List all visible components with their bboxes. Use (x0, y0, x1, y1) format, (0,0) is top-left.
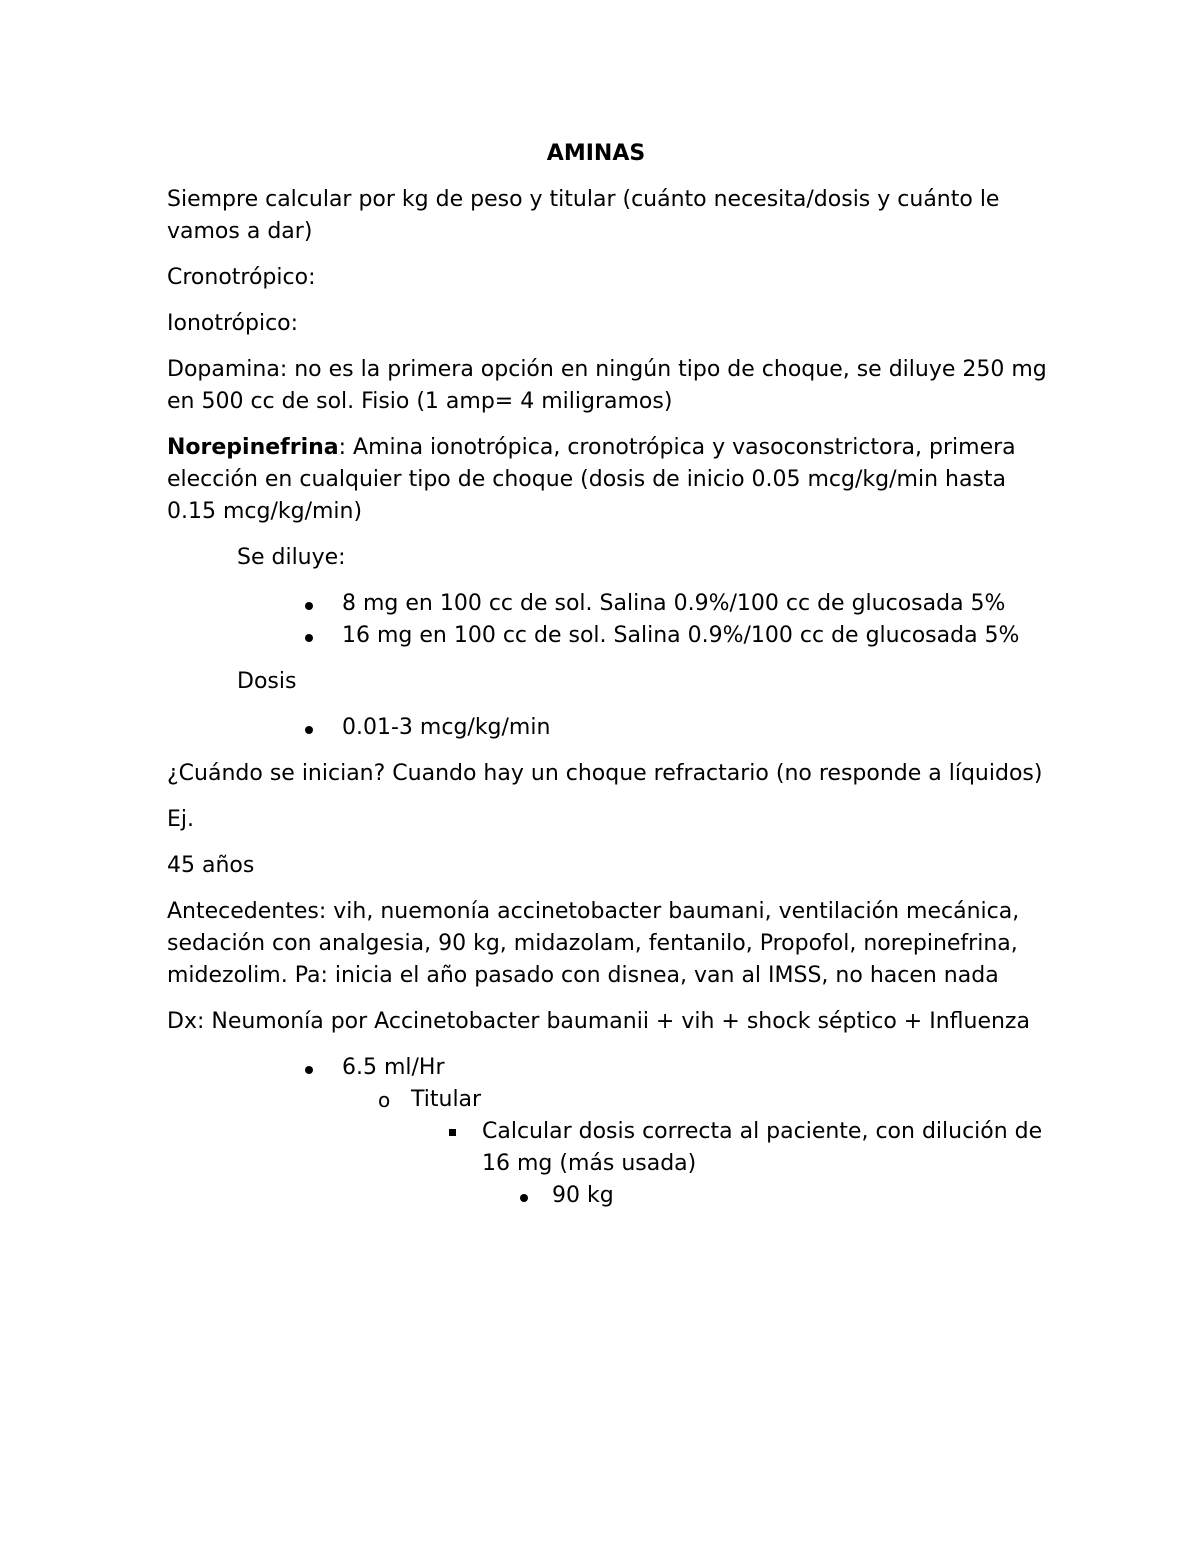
square-bullet-icon (449, 1116, 456, 1148)
list-item-text: 6.5 ml/Hr (342, 1055, 445, 1080)
dopamina-paragraph: Dopamina: no es la primera opción en ningún tipo de choque, se diluye 250 mg en 500 cc de sol. Fisio (1 amp= 4 miligramos) (167, 357, 1047, 414)
antecedentes-paragraph: Antecedentes: vih, nuemonía accinetobacter baumani, ventilación mecánica, sedación con analgesia, 90 kg, midazolam, fentanilo, Propofol, norepinefrina, midezolim. Pa: inicia el año pasado con disnea, van al IMSS, no hacen nada (167, 899, 1020, 988)
dosis-heading: Dosis (237, 669, 297, 694)
list-item-text: 90 kg (552, 1183, 614, 1208)
circle-bullet-icon: o (378, 1088, 391, 1112)
ej-paragraph: Ej. (167, 807, 195, 832)
dx-paragraph: Dx: Neumonía por Accinetobacter baumanii + vih + shock séptico + Influenza (167, 1009, 1030, 1034)
bullet-icon (305, 1052, 313, 1084)
cronotropico-paragraph: Cronotrópico: (167, 265, 316, 290)
list-item-text: 0.01-3 mcg/kg/min (342, 715, 551, 740)
list-item (167, 1052, 1047, 1084)
bullet-icon (305, 712, 313, 744)
se-diluye-heading: Se diluye: (237, 545, 346, 570)
list-item (167, 588, 1047, 620)
edad-paragraph: 45 años (167, 853, 255, 878)
bullet-icon (305, 588, 313, 620)
norepinefrina-text: : Amina ionotrópica, cronotrópica y vasoconstrictora, primera elección en cualquier tipo de choque (dosis de inicio 0.05 mcg/kg/min hasta 0.15 mcg/kg/min) (167, 435, 1016, 524)
list-item (167, 1116, 1047, 1180)
dilucion-list (167, 588, 1047, 652)
list-item (167, 712, 1047, 744)
document-body (167, 138, 1047, 1226)
cuando-paragraph: ¿Cuándo se inician? Cuando hay un choque refractario (no responde a líquidos) (167, 761, 1043, 786)
ionotropico-paragraph: Ionotrópico: (167, 311, 299, 336)
list-item-text: 8 mg en 100 cc de sol. Salina 0.9%/100 cc de glucosada 5% (342, 591, 1006, 616)
list-item-text: Titular (411, 1087, 482, 1112)
bullet-icon (305, 620, 313, 652)
intro-paragraph: Siempre calcular por kg de peso y titular (cuánto necesita/dosis y cuánto le vamos a dar) (167, 187, 1000, 244)
bullet-icon (520, 1180, 528, 1212)
list-item (167, 620, 1047, 652)
norepinefrina-paragraph (167, 432, 1047, 528)
list-item-text: Calcular dosis correcta al paciente, con dilución de 16 mg (más usada) (482, 1119, 1043, 1176)
document-title: AMINAS (546, 141, 646, 166)
list-item (167, 1180, 1047, 1212)
norepinefrina-label: Norepinefrina (167, 435, 339, 460)
dosis-list (167, 712, 1047, 744)
list-item-text: 16 mg en 100 cc de sol. Salina 0.9%/100 cc de glucosada 5% (342, 623, 1020, 648)
list-item (167, 1084, 1047, 1116)
nested-list (167, 1052, 1047, 1212)
